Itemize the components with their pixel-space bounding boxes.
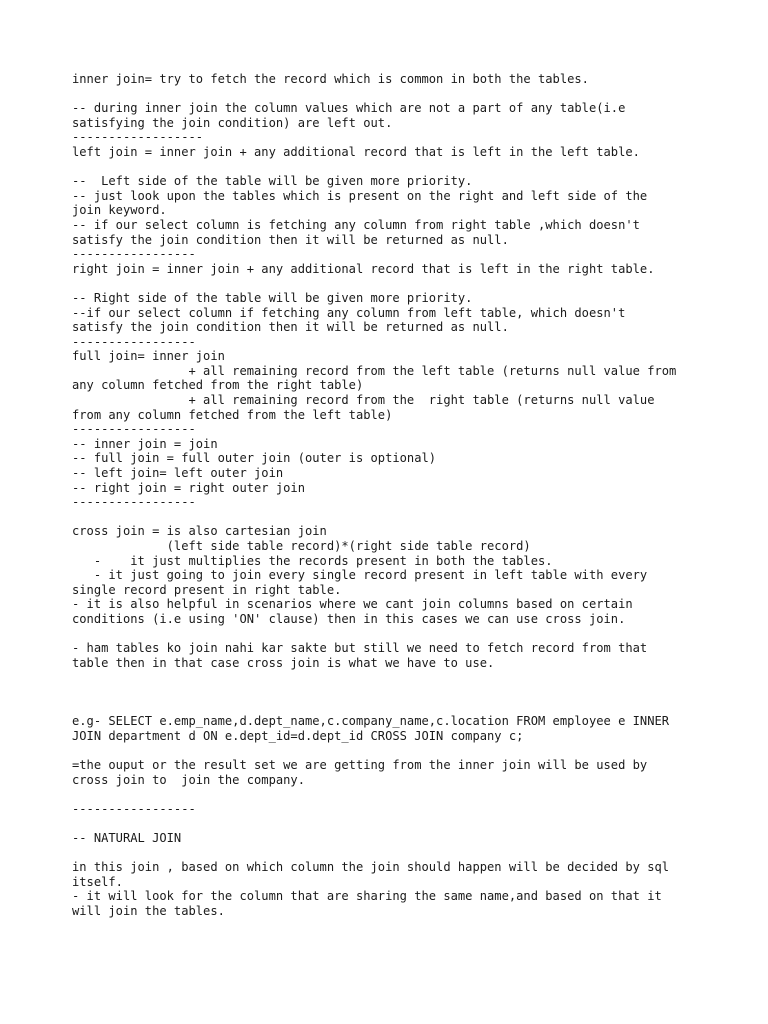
document-line: conditions (i.e using 'ON' clause) then in this cases we can use cross join. bbox=[72, 611, 626, 626]
document-line: -- full join = full outer join (outer is optional) bbox=[72, 451, 437, 466]
document-line: any column fetched from the right table) bbox=[72, 378, 364, 393]
document-line: cross join = is also cartesian join bbox=[72, 524, 327, 539]
document-line: inner join= try to fetch the record which is common in both the tables. bbox=[72, 72, 589, 86]
document-line: ----------------- bbox=[72, 247, 196, 262]
document-line: - it will look for the column that are sharing the same name,and based on that it bbox=[72, 889, 662, 904]
document-line: satisfy the join condition then it will be returned as null. bbox=[72, 232, 509, 247]
document-line: -- left join= left outer join bbox=[72, 466, 284, 481]
document-line: ----------------- bbox=[72, 422, 196, 437]
document-line: - ham tables ko join nahi kar sakte but still we need to fetch record from that bbox=[72, 641, 648, 656]
document-line: -- inner join = join bbox=[72, 436, 218, 451]
document-line: -- just look upon the tables which is present on the right and left side of the bbox=[72, 188, 648, 203]
document-line: join keyword. bbox=[72, 203, 167, 218]
document-line bbox=[72, 787, 712, 802]
document-line: table then in that case cross join is what we have to use. bbox=[72, 655, 495, 670]
document-line: -- if our select column is fetching any column from right table ,which doesn't bbox=[72, 217, 640, 232]
document-line: -- Right side of the table will be given more priority. bbox=[72, 290, 473, 305]
document-line bbox=[72, 510, 712, 525]
document-line: ----------------- bbox=[72, 334, 196, 349]
document-line: (left side table record)*(right side table record) bbox=[72, 539, 531, 553]
document-line: -- NATURAL JOIN bbox=[72, 830, 182, 845]
document-line bbox=[72, 816, 712, 831]
document-line: satisfy the join condition then it will be returned as null. bbox=[72, 320, 509, 335]
document-line: ----------------- bbox=[72, 495, 196, 510]
document-line: full join= inner join bbox=[72, 349, 225, 364]
document-line: left join = inner join + any additional record that is left in the left table. bbox=[72, 144, 640, 159]
document-line: - it just multiplies the records present in both the tables. bbox=[72, 553, 553, 568]
document-line: + all remaining record from the left table (returns null value from bbox=[72, 363, 677, 378]
document-line: - it is also helpful in scenarios where we cant join columns based on certain bbox=[72, 597, 633, 612]
document-line: -- during inner join the column values which are not a part of any table(i.e bbox=[72, 101, 626, 116]
document-line: -- Left side of the table will be given more priority. bbox=[72, 174, 473, 189]
document-line: in this join , based on which column the join should happen will be decided by sql bbox=[72, 860, 670, 875]
document-line: -- right join = right outer join bbox=[72, 480, 305, 495]
document-line bbox=[72, 845, 712, 860]
document-line: =the ouput or the result set we are getting from the inner join will be used by bbox=[72, 757, 648, 772]
document-page bbox=[72, 72, 712, 918]
document-body bbox=[72, 72, 712, 918]
document-line bbox=[72, 87, 712, 102]
document-line: right join = inner join + any additional record that is left in the right table. bbox=[72, 261, 655, 276]
document-line: satisfying the join condition) are left out. bbox=[72, 115, 393, 130]
document-line bbox=[72, 276, 712, 291]
document-line: ------------------ bbox=[72, 130, 204, 145]
document-line bbox=[72, 685, 712, 700]
document-line bbox=[72, 700, 712, 715]
document-line: cross join to join the company. bbox=[72, 772, 305, 787]
document-line: --if our select column if fetching any column from left table, which doesn't bbox=[72, 305, 626, 320]
document-line: - it just going to join every single record present in left table with every bbox=[72, 568, 648, 583]
document-line bbox=[72, 670, 712, 685]
document-line bbox=[72, 160, 712, 175]
document-line: JOIN department d ON e.dept_id=d.dept_id CROSS JOIN company c; bbox=[72, 728, 524, 743]
document-line: itself. bbox=[72, 874, 123, 889]
document-line: from any column fetched from the left table) bbox=[72, 407, 393, 422]
document-line: ----------------- bbox=[72, 801, 196, 816]
document-line: will join the tables. bbox=[72, 903, 225, 918]
document-line bbox=[72, 627, 712, 642]
document-line: single record present in right table. bbox=[72, 582, 342, 597]
document-line: e.g- SELECT e.emp_name,d.dept_name,c.company_name,c.location FROM employee e INNER bbox=[72, 714, 670, 729]
document-line bbox=[72, 743, 712, 758]
document-line: + all remaining record from the right table (returns null value bbox=[72, 393, 655, 408]
